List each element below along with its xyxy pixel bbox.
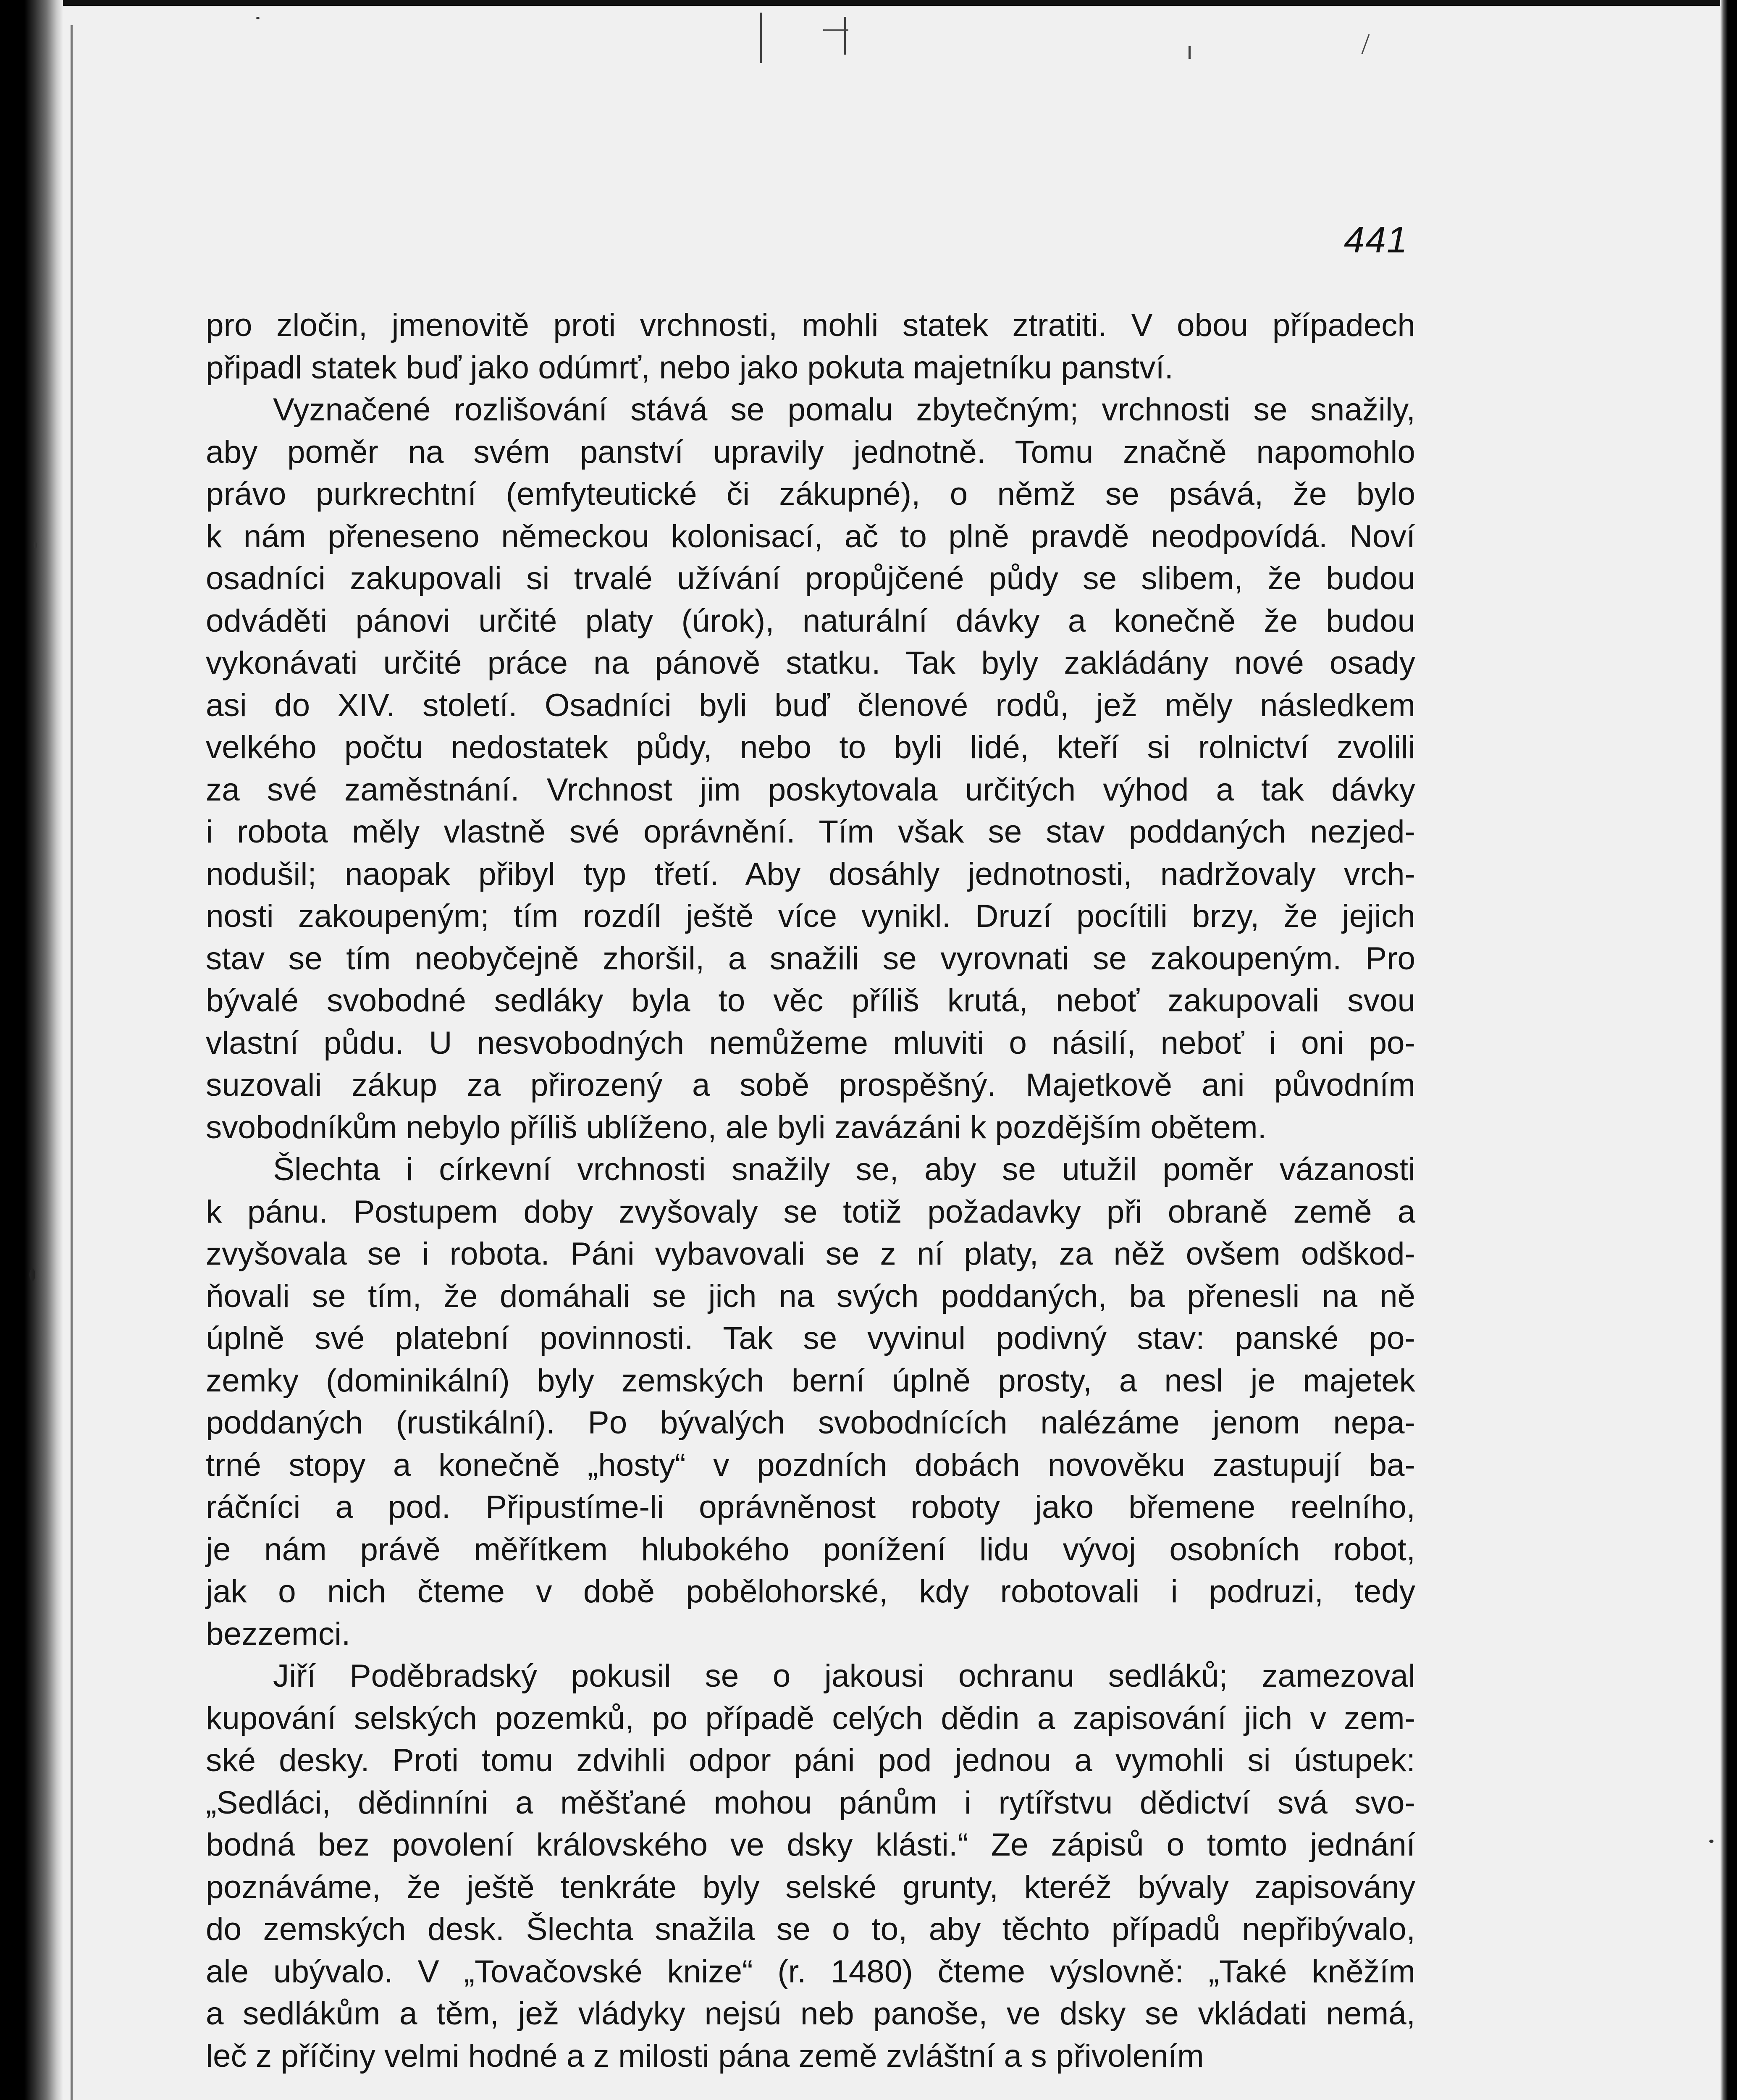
scan-left-binding-edge [0,0,63,2100]
text-line: jak o nich čteme v době pobělohorské, kdy robotovali i podruzi, tedy [206,1574,1415,1609]
text-line: aby poměr na svém panství upravily jednotně. Tomu značně napomohlo [206,434,1415,470]
scan-binding-line [71,25,73,2100]
scan-artifact-mark [823,29,848,31]
text-line: bývalé svobodné sedláky byla to věc příliš krutá, neboť zakupovali svou [206,983,1415,1018]
text-line: Vyznačené rozlišování stává se pomalu zbytečným; vrchnosti se snažily, [273,392,1415,428]
text-line: do zemských desk. Šlechta snažila se o to, aby těchto případů nepřibývalo, [206,1911,1416,1947]
text-line: vykonávati určité práce na pánově statku. Tak byly zakládány nové osady [206,645,1416,681]
text-line: nodušil; naopak přibyl typ třetí. Aby dosáhly jednotnosti, nadržovaly vrch- [206,856,1415,892]
text-line: ráčníci a pod. Připustíme-li oprávněnost roboty jako břemene reelního, [206,1489,1415,1525]
text-line: připadl statek buď jako odúmrť, nebo jako pokuta majetníku panství. [206,349,1174,386]
text-line: právo purkrechtní (emfyteutické či zákupné), o němž se psává, že bylo [206,476,1416,512]
text-line: stav se tím neobyčejně zhoršil, a snažili se vyrovnati se zakoupeným. Pro [206,940,1416,976]
text-line: leč z příčiny velmi hodné a z milosti pána země zvláštní a s přivolením [206,2038,1204,2074]
text-line: bezzemci. [206,1616,351,1652]
text-line: svobodníkům nebylo příliš ublíženo, ale byli zavázáni k pozdějším obětem. [206,1109,1267,1145]
text-line: k pánu. Postupem doby zvyšovaly se totiž požadavky při obraně země a [206,1194,1415,1230]
scan-artifact-mark [1362,34,1370,54]
text-line: kupování selských pozemků, po případě celých dědin a zapisování jich v zem- [206,1700,1416,1736]
text-line: odváděti pánovi určité platy (úrok), naturální dávky a konečně že budou [206,603,1416,639]
text-line: pro zločin, jmenovitě proti vrchnosti, mohli statek ztratiti. V obou případech [206,307,1415,343]
paragraph [206,304,1415,389]
text-line: bodná bez povolení královského ve dsky klásti.“ Ze zápisů o tomto jednání [206,1827,1416,1863]
body-text [206,304,1415,2077]
text-line: asi do XIV. století. Osadníci byli buď členové rodů, jež měly následkem [206,687,1415,723]
text-line: trné stopy a konečně „hosty“ v pozdních dobách novověku zastupují ba- [206,1447,1416,1483]
text-line: ňovali se tím, že domáhali se jich na svých poddaných, ba přenesli na ně [206,1278,1416,1314]
text-line: poddaných (rustikální). Po bývalých svobodnících nalézáme jenom nepa- [206,1405,1416,1441]
paragraph [206,1655,1415,2077]
text-line: zvyšovala se i robota. Páni vybavovali se z ní platy, za něž ovšem odškod- [206,1236,1416,1272]
scan-top-edge [0,0,1737,6]
text-line: úplně své platební povinnosti. Tak se vyvinul podivný stav: panské po- [206,1320,1415,1356]
scan-speck [34,542,37,549]
text-line: ale ubývalo. V „Tovačovské knize“ (r. 1480) čteme výslovně: „Také kněžím [206,1953,1415,1990]
text-line: k nám přeneseno německou kolonisací, ač to plně pravdě neodpovídá. Noví [206,518,1415,554]
text-line: i robota měly vlastně své oprávnění. Tím však se stav poddaných nezjed- [206,814,1416,850]
text-line: a sedlákům a těm, jež vládyky nejsú neb panoše, ve dsky se vkládati nemá, [206,1996,1415,2032]
paragraph [206,389,1415,1149]
text-line: osadníci zakupovali si trvalé užívání propůjčené půdy se slibem, že budou [206,561,1415,596]
text-line: zemky (dominikální) byly zemských berní úplně prosty, a nesl je majetek [206,1362,1415,1399]
text-line: suzovali zákup za přirozený a sobě prospěšný. Majetkově ani původním [206,1067,1415,1103]
scan-right-edge [1720,0,1737,2100]
text-line: „Sedláci, dědinníni a měšťané mohou pánům i rytířstvu dědictví svá svo- [206,1785,1416,1821]
paragraph [206,1149,1415,1655]
text-line: velkého počtu nedostatek půdy, nebo to byli lidé, kteří si rolnictví zvolili [206,730,1415,765]
scan-artifact-mark [844,17,846,55]
text-line: Jiří Poděbradský pokusil se o jakousi ochranu sedláků; zamezoval [273,1658,1415,1694]
text-line: nosti zakoupeným; tím rozdíl ještě více vynikl. Druzí pocítili brzy, že jejich [206,898,1415,934]
scan-speck [256,17,260,19]
scan-speck [29,1268,35,1281]
text-line: ské desky. Proti tomu zdvihli odpor páni pod jednou a vymohli si ústupek: [206,1743,1415,1778]
scan-speck [1709,1840,1713,1843]
text-line: vlastní půdu. U nesvobodných nemůžeme mluviti o násilí, neboť i oni po- [206,1025,1416,1061]
text-line: Šlechta i církevní vrchnosti snažily se, aby se utužil poměr vázanosti [273,1152,1415,1187]
text-line: za své zaměstnání. Vrchnost jim poskytovala určitých výhod a tak dávky [206,772,1415,808]
page-number: 441 [1344,219,1408,260]
scan-artifact-mark [760,13,762,63]
text-line: poznáváme, že ještě tenkráte byly selské grunty, kteréž bývaly zapisovány [206,1869,1416,1905]
text-line: je nám právě měřítkem hlubokého ponížení lidu vývoj osobních robot, [206,1531,1415,1567]
scan-artifact-mark [1189,46,1191,59]
